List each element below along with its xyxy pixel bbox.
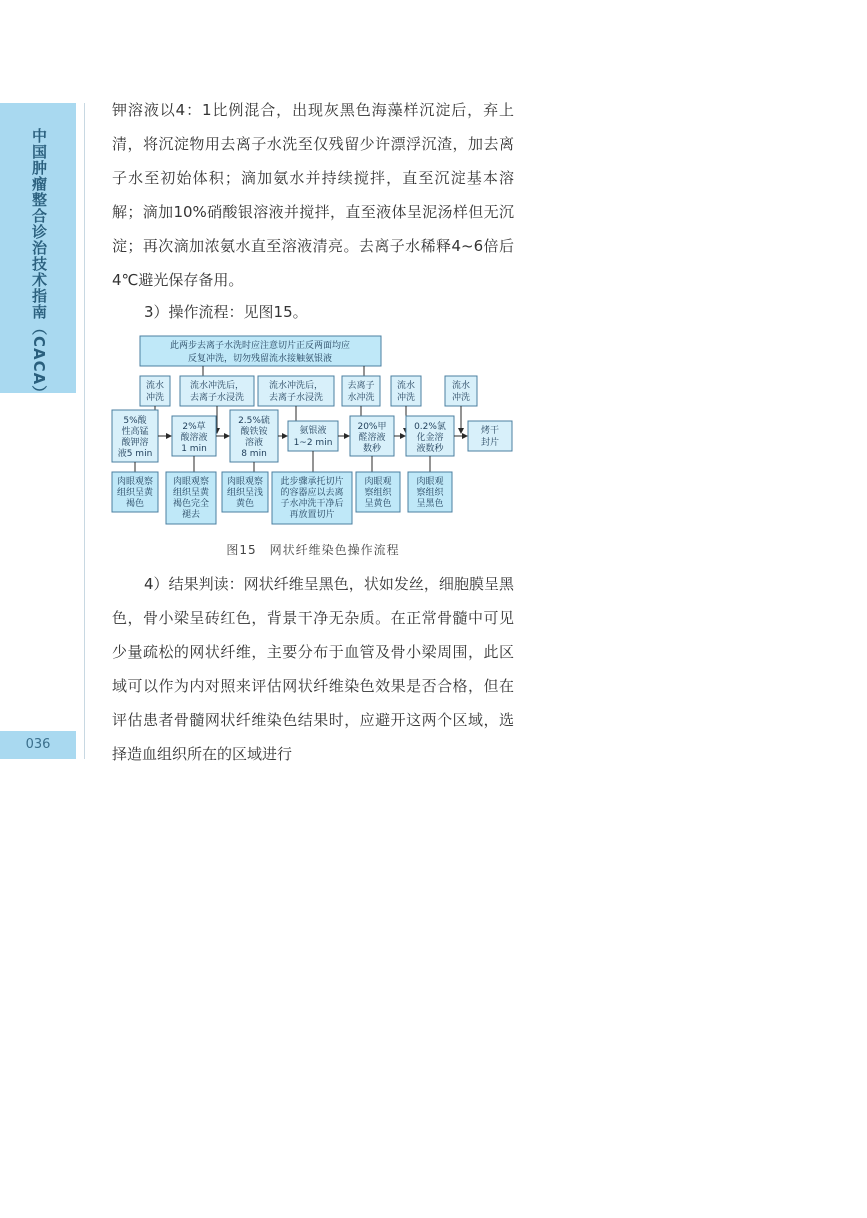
svg-text:组织呈黄: 组织呈黄 [116,488,154,498]
svg-text:氨银液: 氨银液 [299,426,327,436]
svg-text:封片: 封片 [480,438,500,448]
svg-text:溶液: 溶液 [244,438,264,448]
paragraph-3: 4）结果判读：网状纤维呈黑色，状如发丝，细胞膜呈黑色，骨小梁呈砖红色，背景干净无杂质。在正常骨髓中可见少量疏松的网状纤维，主要分布于血管及骨小梁周围，此区域可以作为内对照来评估网状纤维染色效果是否合格，但在评估患者骨髓网状纤维染色结果时，应避开这两个区域，选择造血组织所在的区域进行 [112,575,514,763]
svg-text:褐色: 褐色 [125,499,145,509]
svg-text:呈黄色: 呈黄色 [364,499,392,509]
flow-wash-4 [342,376,380,406]
flow-obs-4 [272,472,352,524]
flow-step-6 [406,416,454,456]
svg-text:此两步去离子水洗时应注意切片正反两面均应: 此两步去离子水洗时应注意切片正反两面均应 [169,341,351,351]
svg-text:黄色: 黄色 [235,499,255,509]
flow-step-2 [172,416,216,456]
svg-text:肉眼观察: 肉眼观察 [226,477,264,487]
svg-text:水冲洗: 水冲洗 [347,393,375,403]
svg-text:褐色完全: 褐色完全 [172,499,210,509]
sidebar-title: 中国肿瘤整合诊治技术指南（CACA） [30,128,48,402]
flow-wash-5 [391,376,421,406]
svg-text:酸钾溶: 酸钾溶 [121,438,149,448]
flow-step-1 [112,410,158,462]
svg-text:流水: 流水 [396,381,416,391]
svg-text:反复冲洗，切勿残留流水接触氨银液: 反复冲洗，切勿残留流水接触氨银液 [187,354,333,364]
svg-text:5%酸: 5%酸 [123,416,147,426]
svg-text:肉眼观察: 肉眼观察 [116,477,154,487]
flow-wash-2 [180,376,254,406]
svg-text:1 min: 1 min [181,444,207,454]
page-number: 036 [0,731,76,759]
svg-text:化金溶: 化金溶 [416,433,444,443]
svg-text:察组织: 察组织 [364,488,392,498]
flow-wash-1 [140,376,170,406]
svg-text:8 min: 8 min [241,449,267,459]
svg-text:酸溶液: 酸溶液 [180,433,208,443]
svg-text:液5 min: 液5 min [117,449,153,459]
svg-text:2.5%硫: 2.5%硫 [238,416,270,426]
svg-text:性高锰: 性高锰 [121,427,149,437]
flow-obs-1 [112,472,158,512]
svg-text:1~2 min: 1~2 min [293,438,333,448]
svg-text:褪去: 褪去 [181,510,201,520]
margin-divider [84,103,85,759]
svg-text:组织呈黄: 组织呈黄 [172,488,210,498]
flow-wash-6 [445,376,477,406]
svg-text:去离子水浸洗: 去离子水浸洗 [189,393,245,403]
flow-top-note [140,336,381,366]
svg-text:0.2%氯: 0.2%氯 [414,422,446,432]
flow-obs-3 [222,472,268,512]
flow-step-5 [350,416,394,456]
flow-obs-5 [356,472,400,512]
svg-text:去离子水浸洗: 去离子水浸洗 [268,393,324,403]
svg-text:20%甲: 20%甲 [357,422,387,432]
flow-obs-6 [408,472,452,512]
svg-text:流水冲洗后，: 流水冲洗后， [268,381,324,391]
svg-text:液数秒: 液数秒 [416,444,444,454]
svg-text:组织呈浅: 组织呈浅 [226,488,264,498]
svg-text:肉眼观: 肉眼观 [416,477,444,487]
svg-text:冲洗: 冲洗 [145,393,165,403]
svg-text:2%草: 2%草 [182,422,206,432]
flow-obs-2 [166,472,216,524]
svg-text:此步骤承托切片: 此步骤承托切片 [280,477,344,487]
flowchart [108,333,518,533]
svg-text:再放置切片: 再放置切片 [289,510,335,520]
svg-text:流水冲洗后，: 流水冲洗后， [189,381,245,391]
figure-caption: 图15 网状纤维染色操作流程 [226,543,400,557]
svg-text:肉眼观察: 肉眼观察 [172,477,210,487]
svg-text:肉眼观: 肉眼观 [364,477,392,487]
svg-text:子水冲洗干净后: 子水冲洗干净后 [280,499,344,509]
paragraph-1: 钾溶液以4：1比例混合，出现灰黑色海藻样沉淀后，弃上清，将沉淀物用去离子水洗至仅残留少许漂浮沉渣，加去离子水至初始体积；滴加氨水并持续搅拌，直至沉淀基本溶解；滴加10%硝酸银溶液并搅拌，直至液体呈泥汤样但无沉淀；再次滴加浓氨水直至溶液清亮。去离子水稀释4~6倍后4℃避光保存备用。 [112,101,514,289]
svg-text:去离子: 去离子 [347,381,375,391]
paragraph-2: 3）操作流程：见图15。 [144,303,308,321]
svg-text:冲洗: 冲洗 [396,393,416,403]
svg-text:察组织: 察组织 [416,488,444,498]
svg-text:流水: 流水 [145,381,165,391]
flow-step-7 [468,421,512,451]
svg-text:酸铁铵: 酸铁铵 [240,427,268,437]
flow-step-4 [288,421,338,451]
svg-text:呈黑色: 呈黑色 [416,499,444,509]
flow-step-3 [230,410,278,462]
svg-text:冲洗: 冲洗 [451,393,471,403]
svg-text:的容器应以去离: 的容器应以去离 [280,488,344,498]
svg-text:醛溶液: 醛溶液 [358,433,386,443]
svg-text:烤干: 烤干 [480,426,500,436]
flow-wash-3 [258,376,334,406]
svg-text:数秒: 数秒 [362,444,382,454]
svg-text:流水: 流水 [451,381,471,391]
